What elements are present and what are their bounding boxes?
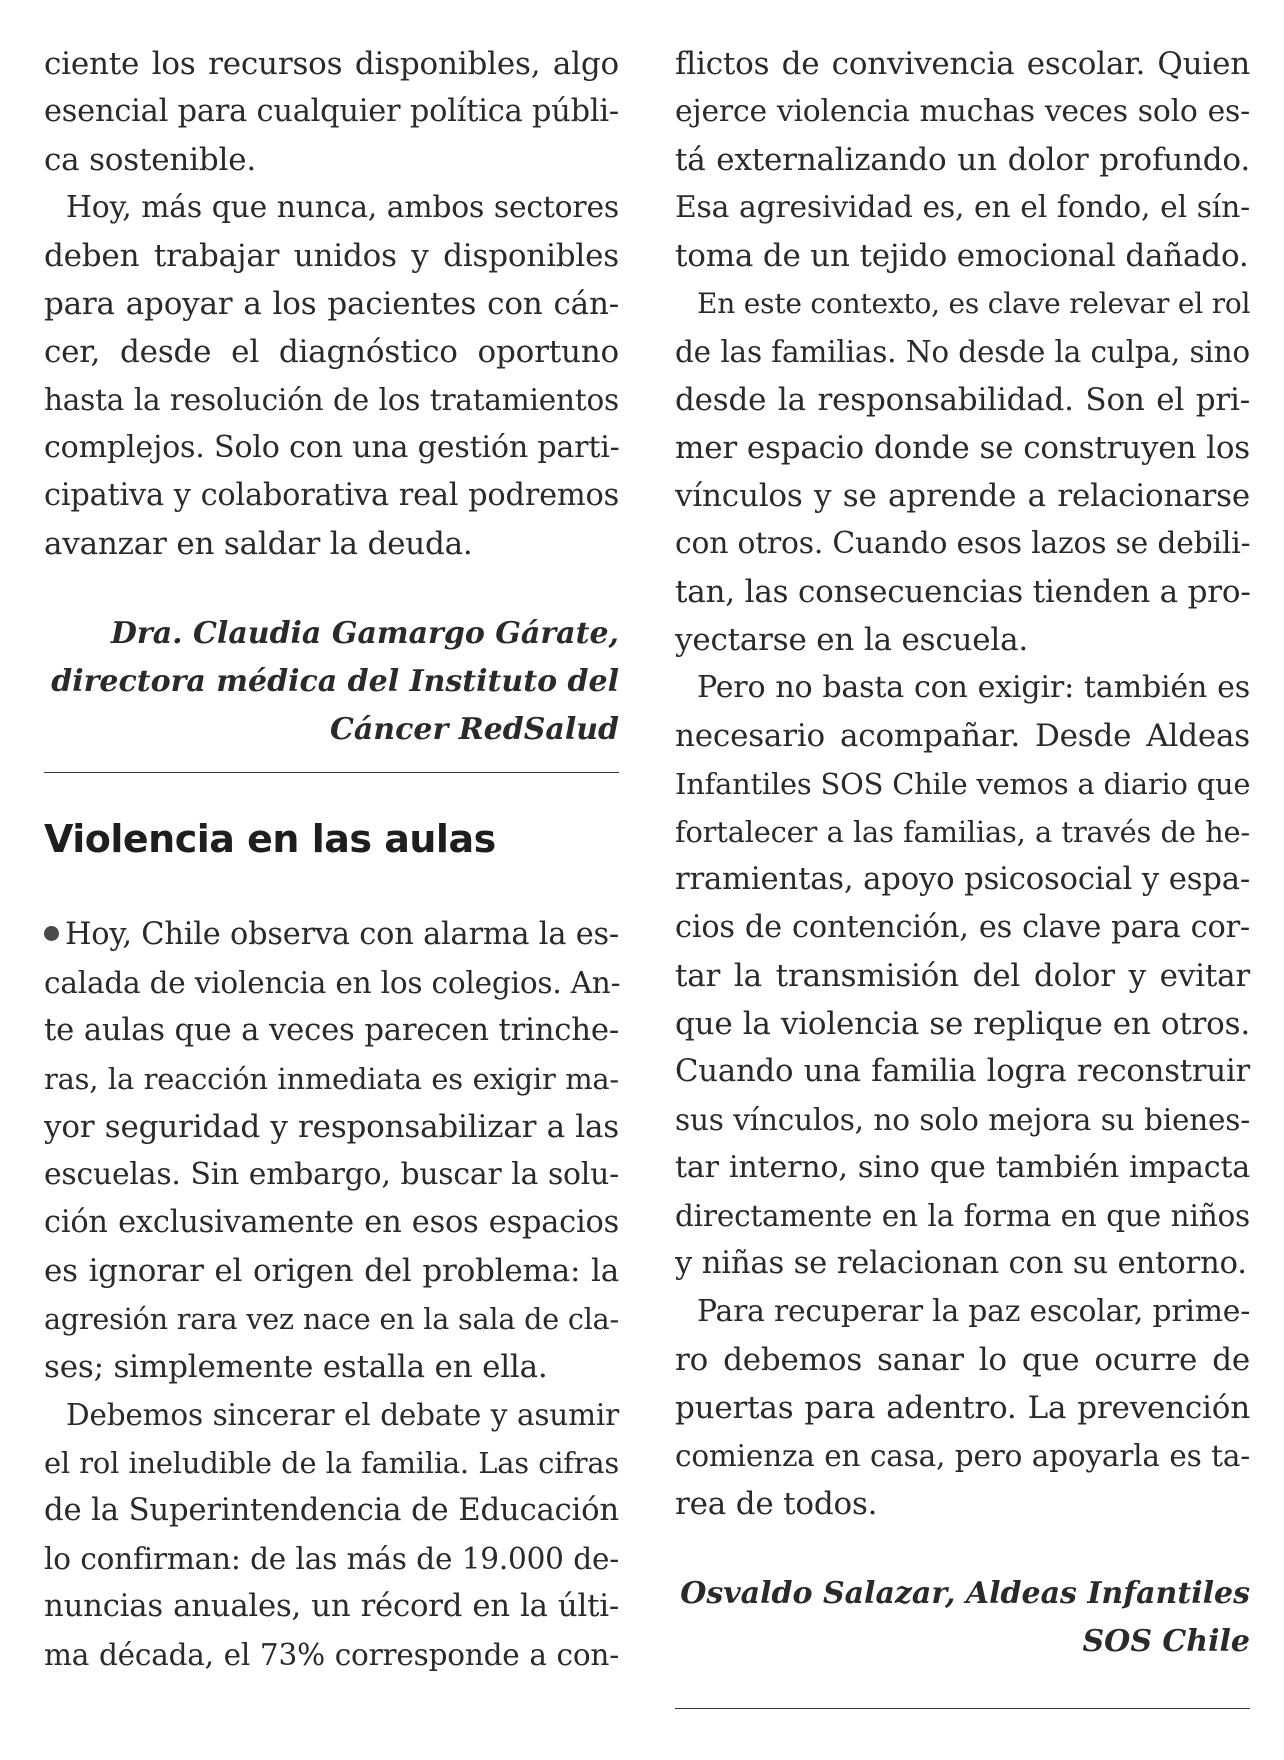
text-line: ras, la reacción inmediata es exigir ma- — [44, 1062, 619, 1096]
text-line: con otros. Cuando esos lazos se debili- — [675, 526, 1251, 561]
text-line: necesario acompañar. Desde Aldeas — [675, 718, 1250, 754]
text-line: ca sostenible. — [44, 142, 257, 178]
text-line: ses; simplemente estalla en ella. — [44, 1349, 548, 1385]
text-line: Hoy, más que nunca, ambos sectores — [66, 190, 619, 225]
text-line: ma década, el 73% corresponde a con- — [44, 1638, 619, 1672]
text-line: agresión rara vez nace en la sala de cla- — [44, 1302, 619, 1336]
text-line: deben trabajar unidos y disponibles — [44, 238, 619, 274]
text-line: mer espacio donde se construyen los — [675, 430, 1250, 466]
text-line: nuncias anuales, un récord en la últi- — [44, 1589, 619, 1624]
text-line: flictos de convivencia escolar. Quien — [675, 46, 1250, 82]
text-line: esencial para cualquier política públi- — [44, 94, 619, 129]
text-line: Hoy, Chile observa con alarma la es- — [44, 911, 619, 959]
text-line: tá externalizando un dolor profundo. — [675, 142, 1250, 178]
text-line: Esa agresividad es, en el fondo, el sín- — [675, 190, 1250, 225]
signature-line: Cáncer RedSalud — [329, 712, 619, 747]
bullet-icon — [44, 926, 59, 941]
text-line: ejerce violencia muchas veces solo es- — [675, 94, 1250, 129]
text-line: ro debemos sanar lo que ocurre de — [675, 1342, 1250, 1378]
text-line: rea de todos. — [675, 1486, 878, 1522]
text-line: Para recuperar la paz escolar, prime- — [697, 1294, 1251, 1329]
signature-line: Dra. Claudia Gamargo Gárate, — [110, 616, 619, 651]
text-line: escuelas. Sin embargo, buscar la solu- — [44, 1157, 619, 1192]
text-line: complejos. Solo con una gestión parti- — [44, 430, 620, 465]
text-line: sus vínculos, no solo mejora su bienes- — [675, 1103, 1250, 1137]
text-line: para apoyar a los pacientes con cán- — [44, 286, 619, 322]
text-line: el rol ineludible de la familia. Las cifras — [44, 1446, 619, 1480]
text-line: rramientas, apoyo psicosocial y espa- — [675, 862, 1250, 897]
author-signature — [44, 610, 619, 754]
text-line: de las familias. No desde la culpa, sino — [675, 335, 1250, 369]
text-line: yor seguridad y responsabilizar a las — [44, 1109, 619, 1145]
text-line: vínculos y se aprende a relacionarse — [675, 478, 1250, 514]
text-line: Infantiles SOS Chile vemos a diario que — [675, 767, 1251, 801]
text-line: te aulas que a veces parecen trinche- — [44, 1013, 619, 1048]
text-line: Cuando una familia logra reconstruir — [675, 1054, 1250, 1089]
text-line: que la violencia se replique en otros. — [675, 1006, 1250, 1042]
article-body-continued — [675, 40, 1250, 1528]
text-line: es ignorar el origen del problema: la — [44, 1253, 619, 1289]
text-line: tar interno, sino que también impacta — [675, 1150, 1250, 1185]
author-signature — [675, 1570, 1250, 1666]
text-line: cios de contención, es clave para cor- — [675, 910, 1250, 945]
text-line: En este contexto, es clave relevar el rol — [697, 287, 1251, 320]
text-line: comienza en casa, pero apoyarla es ta- — [675, 1439, 1250, 1473]
right-column — [675, 40, 1250, 1709]
text-line: ción exclusivamente en esos espacios — [44, 1205, 619, 1240]
text-line: y niñas se relacionan con su entorno. — [675, 1246, 1247, 1281]
previous-article-tail — [44, 40, 619, 754]
article-body — [44, 911, 619, 1679]
signature-line: directora médica del Instituto del — [51, 664, 619, 699]
signature-line: SOS Chile — [1082, 1624, 1250, 1659]
text-line: avanzar en saldar la deuda. — [44, 526, 473, 562]
text-line: cer, desde el diagnóstico oportuno — [44, 334, 619, 370]
text-line: yectarse en la escuela. — [675, 622, 1029, 658]
text-line: desde la responsabilidad. Son el pri- — [675, 382, 1250, 418]
text-line: ciente los recursos disponibles, algo — [44, 46, 619, 82]
text-line: calada de violencia en los colegios. An- — [44, 966, 621, 1000]
article-headline: Violencia en las aulas — [44, 817, 496, 861]
text-line: directamente en la forma en que niños — [675, 1199, 1250, 1233]
signature-line: Osvaldo Salazar, Aldeas Infantiles — [680, 1576, 1250, 1611]
text-line: hasta la resolución de los tratamientos — [44, 383, 619, 417]
section-divider — [675, 1708, 1250, 1709]
text-line: de la Superintendencia de Educación — [44, 1493, 619, 1528]
text-line: fortalecer a las familias, a través de he- — [675, 815, 1250, 849]
text-line: puertas para adentro. La prevención — [675, 1390, 1250, 1426]
text-line: tan, las consecuencias tienden a pro- — [675, 574, 1251, 610]
left-column — [44, 40, 619, 1679]
text-line: lo confirman: de las más de 19.000 de- — [44, 1542, 619, 1576]
text-line: tar la transmisión del dolor y evitar — [675, 958, 1250, 994]
text-line: toma de un tejido emocional dañado. — [675, 238, 1249, 274]
text-line: cipativa y colaborativa real podremos — [44, 478, 619, 513]
text-line: Pero no basta con exigir: también es — [697, 670, 1250, 705]
text-line: Debemos sincerar el debate y asumir — [66, 1398, 619, 1432]
